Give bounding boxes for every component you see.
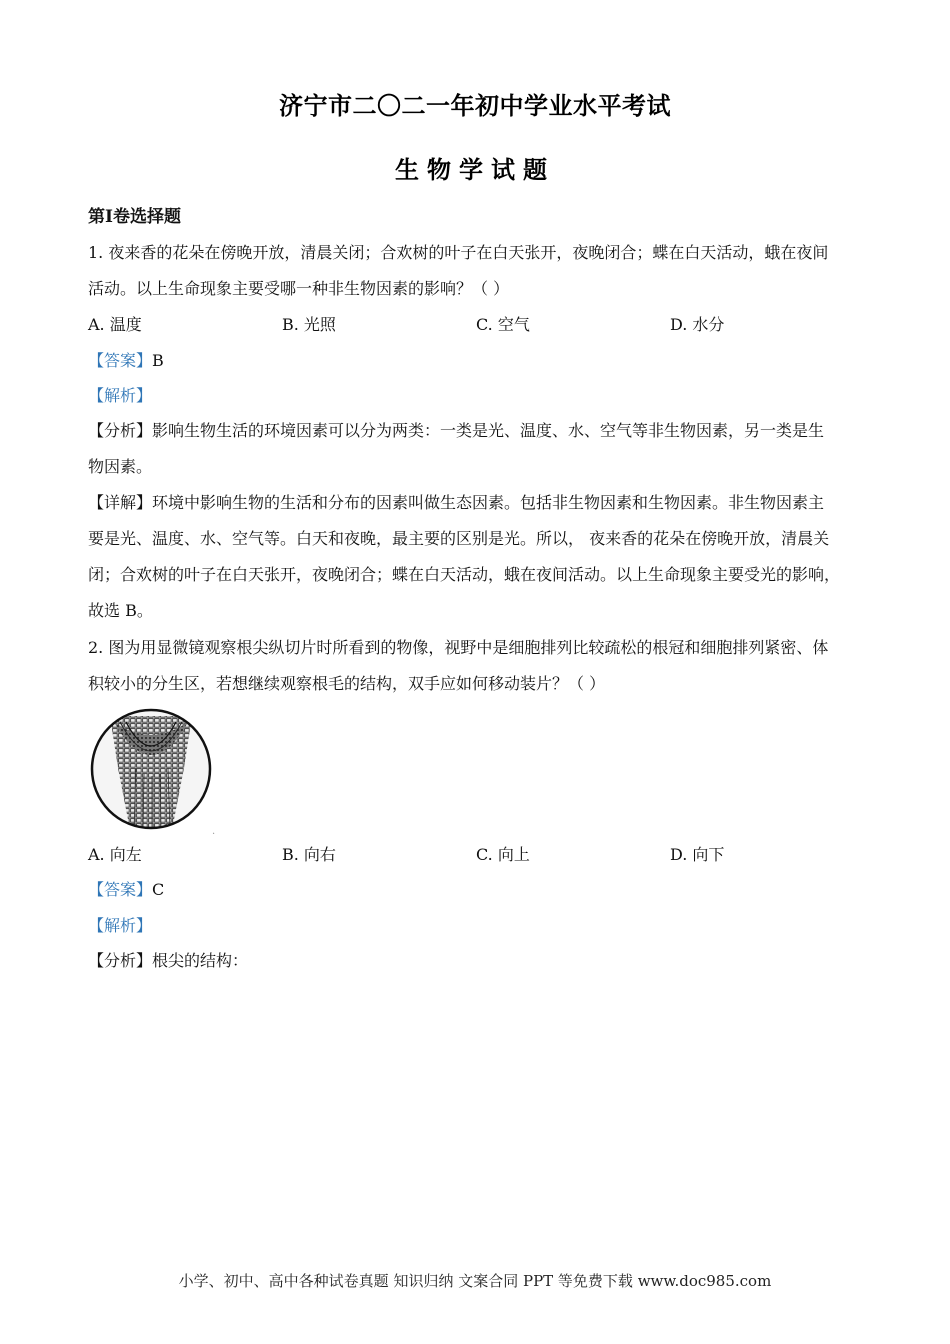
analysis-tag: 【解析】 — [88, 916, 153, 935]
image-anchor-mark: . — [212, 826, 216, 837]
q2-stem-line2: 积较小的分生区，若想继续观察根毛的结构，双手应如何移动装片？（ ） — [88, 674, 606, 693]
q1-option-b: B. 光照 — [282, 315, 336, 334]
q1-option-c: C. 空气 — [476, 315, 530, 334]
q1-fenxi-text1: 影响生物生活的环境因素可以分为两类：一类是光、温度、水、空气等非生物因素，另一类是生 — [152, 421, 825, 440]
q2-fenxi-text1: 根尖的结构： — [152, 951, 249, 970]
analysis-tag: 【解析】 — [88, 386, 153, 405]
q1-answer-line — [88, 351, 878, 371]
page-subtitle: 生物学试题 — [395, 155, 555, 184]
fenxi-tag: 【分析】 — [88, 421, 153, 440]
footer-text: 小学、初中、高中各种试卷真题 知识归纳 文案合同 PPT 等免费下载 www.doc985.com — [178, 1272, 772, 1290]
q1-detail-text1: 环境中影响生物的生活和分布的因素叫做生态因素。包括非生物因素和生物因素。非生物因素主 — [152, 493, 825, 512]
answer-tag: 【答案】 — [88, 880, 153, 899]
q1-detail-line4: 故选 B。 — [88, 601, 153, 620]
q2-answer: C — [152, 880, 165, 899]
q1-stem-line2: 活动。以上生命现象主要受哪一种非生物因素的影响？（ ） — [88, 279, 510, 298]
q2-option-a: A. 向左 — [88, 845, 142, 864]
q1-analysis-line — [88, 386, 878, 406]
q2-fenxi-line1 — [88, 951, 878, 971]
q2-answer-line — [88, 880, 878, 900]
q2-stem-line1: 2. 图为用显微镜观察根尖纵切片时所看到的物像，视野中是细胞排列比较疏松的根冠和细胞排列紧密、体 — [88, 638, 829, 657]
answer-tag: 【答案】 — [88, 351, 153, 370]
q2-option-c: C. 向上 — [476, 845, 530, 864]
q1-detail-line3: 闭；合欢树的叶子在白天张开，夜晚闭合；蝶在白天活动，蛾在夜间活动。以上生命现象主要受光的影响， — [88, 565, 841, 584]
q1-option-a: A. 温度 — [88, 315, 142, 334]
q1-answer: B — [152, 351, 164, 370]
fenxi-tag: 【分析】 — [88, 951, 153, 970]
q1-detail-line1 — [88, 493, 878, 513]
q1-stem-line1: 1. 夜来香的花朵在傍晚开放，清晨关闭；合欢树的叶子在白天张开，夜晚闭合；蝶在白天活动，蛾在夜间 — [88, 243, 829, 262]
q2-option-b: B. 向右 — [282, 845, 336, 864]
detail-tag: 【详解】 — [88, 493, 153, 512]
q2-option-d: D. 向下 — [670, 845, 725, 864]
page-title: 济宁市二〇二一年初中学业水平考试 — [279, 91, 671, 120]
q2-analysis-line — [88, 916, 878, 936]
q1-fenxi-line1 — [88, 421, 878, 441]
root-tip-micrograph — [88, 708, 214, 830]
q1-detail-line2: 要是光、温度、水、空气等。白天和夜晚，最主要的区别是光。所以， 夜来香的花朵在傍晚开放，清晨关 — [88, 529, 830, 548]
q1-fenxi-line2: 物因素。 — [88, 457, 153, 476]
q1-option-d: D. 水分 — [670, 315, 725, 334]
section-heading: 第Ⅰ卷选择题 — [88, 207, 181, 227]
